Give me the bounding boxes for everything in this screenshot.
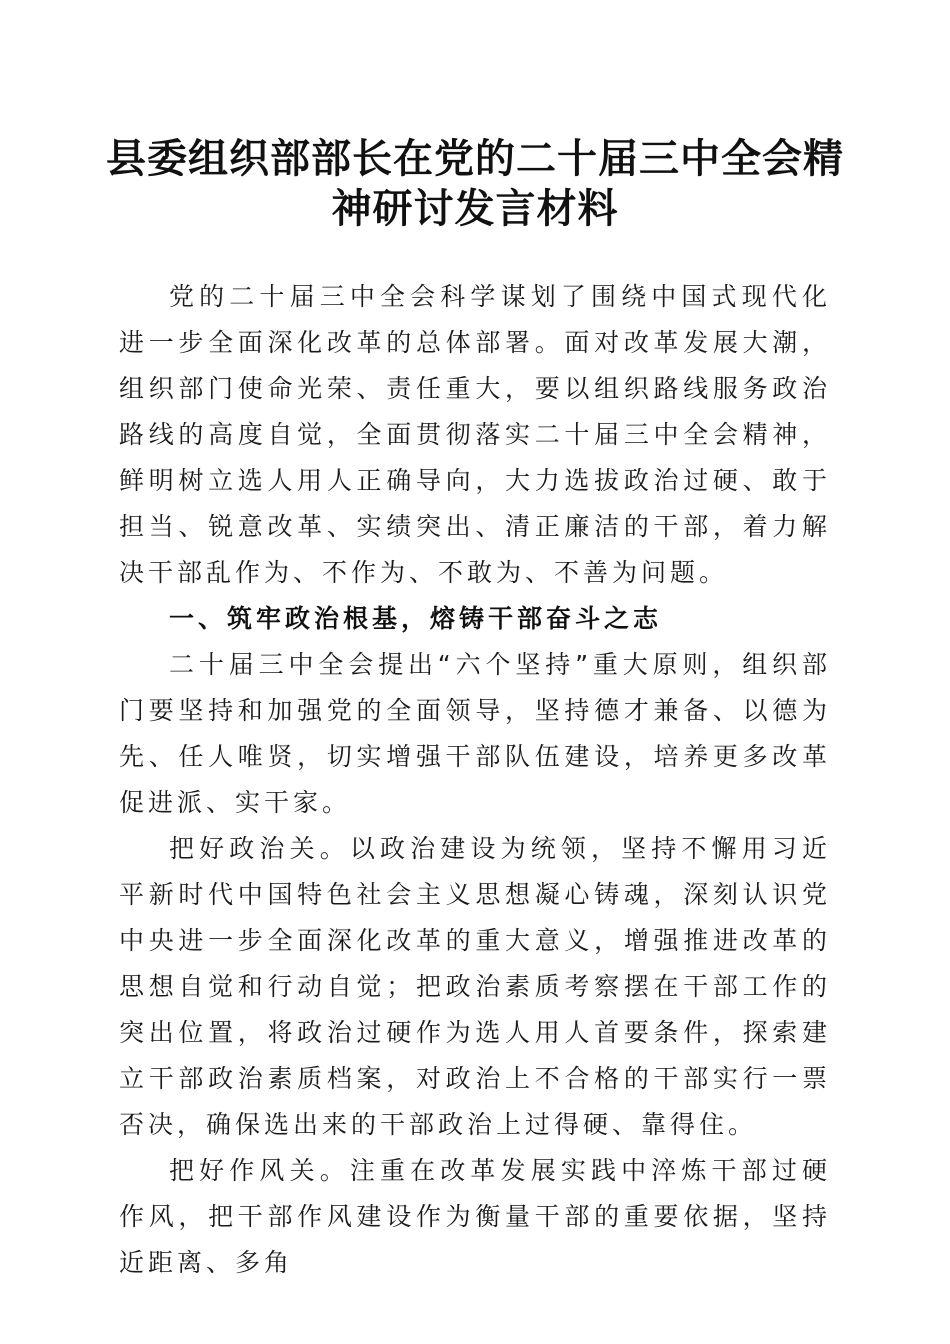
document-body <box>119 274 831 1286</box>
intro-paragraph: 党的二十届三中全会科学谋划了围绕中国式现代化进一步全面深化改革的总体部署。面对改革发展大潮，组织部门使命光荣、责任重大，要以组织路线服务政治路线的高度自觉，全面贯彻落实二十届三中全会精神，鲜明树立选人用人正确导向，大力选拔政治过硬、敢于担当、锐意改革、实绩突出、清正廉洁的干部，着力解决干部乱作为、不作为、不敢为、不善为问题。 <box>119 282 831 587</box>
section-heading-1: 一、筑牢政治根基，熔铸干部奋斗之志 <box>169 604 663 633</box>
section-1-paragraph-3: 把好作风关。注重在改革发展实践中淬炼干部过硬作风，把干部作风建设作为衡量干部的重要依据，坚持近距离、多角 <box>119 1156 831 1277</box>
section-1-paragraph-1: 二十届三中全会提出“六个坚持”重大原则，组织部门要坚持和加强党的全面领导，坚持德才兼备、以德为先、任人唯贤，切实增强干部队伍建设，培养更多改革促进派、实干家。 <box>119 650 831 817</box>
section-1-paragraph-2: 把好政治关。以政治建设为统领，坚持不懈用习近平新时代中国特色社会主义思想凝心铸魂，深刻认识党中央进一步全面深化改革的重大意义，增强推进改革的思想自觉和行动自觉；把政治素质考察摆在干部工作的突出位置，将政治过硬作为选人用人首要条件，探索建立干部政治素质档案，对政治上不合格的干部实行一票否决，确保选出来的干部政治上过得硬、靠得住。 <box>119 834 831 1139</box>
document-title: 县委组织部部长在党的二十届三中全会精神研讨发言材料 <box>106 135 844 232</box>
